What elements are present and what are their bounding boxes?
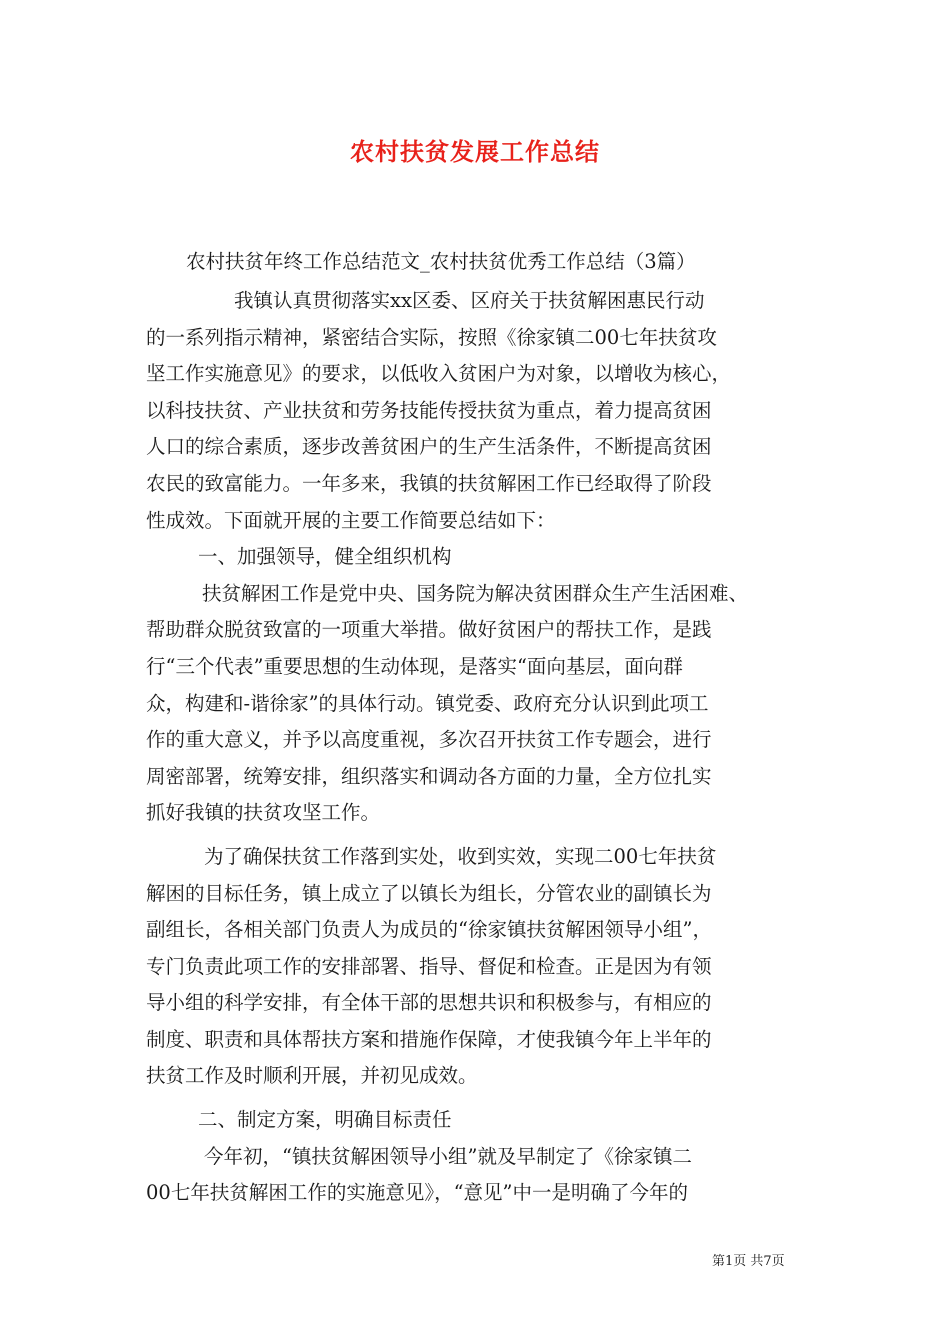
document-body <box>146 283 806 1212</box>
paragraph-line: 农民的致富能力。一年多来，我镇的扶贫解困工作已经取得了阶段 <box>146 471 712 495</box>
paragraph-line: 性成效。下面就开展的主要工作简要总结如下： <box>146 508 556 532</box>
paragraph-line: 坚工作实施意见》的要求，以低收入贫困户为对象，以增收为核心， <box>146 362 732 386</box>
paragraph-line: 扶贫工作及时顺利开展，并初见成效。 <box>146 1064 478 1088</box>
paragraph-line: 众，构建和-谐徐家”的具体行动。镇党委、政府充分认识到此项工 <box>146 691 709 715</box>
paragraph-line: 扶贫解困工作是党中央、国务院为解决贫困群众生产生活困难、 <box>202 581 749 605</box>
paragraph-line: 今年初，“镇扶贫解困领导小组”就及早制定了《徐家镇二 <box>204 1144 692 1168</box>
paragraph-line: 帮助群众脱贫致富的一项重大举措。做好贫困户的帮扶工作，是践 <box>146 618 712 642</box>
paragraph-line: 周密部署，统筹安排，组织落实和调动各方面的力量，全方位扎实 <box>146 764 712 788</box>
paragraph-line: 专门负责此项工作的安排部署、指导、督促和检查。正是因为有领 <box>146 954 712 978</box>
document-subtitle: 农村扶贫年终工作总结范文_农村扶贫优秀工作总结（3篇） <box>186 250 696 273</box>
paragraph-line: 以科技扶贫、产业扶贫和劳务技能传授扶贫为重点，着力提高贫困 <box>146 398 712 422</box>
paragraph-line: 00七年扶贫解困工作的实施意见》，“意见”中一是明确了今年的 <box>146 1181 689 1205</box>
paragraph-line: 我镇认真贯彻落实xx区委、区府关于扶贫解困惠民行动 <box>234 289 705 312</box>
document-title: 农村扶贫发展工作总结 <box>350 137 600 166</box>
paragraph-line: 人口的综合素质，逐步改善贫困户的生产生活条件，不断提高贫困 <box>146 435 712 459</box>
paragraph-line: 制度、职责和具体帮扶方案和措施作保障，才使我镇今年上半年的 <box>146 1027 712 1051</box>
paragraph-line: 行“三个代表”重要思想的生动体现，是落实“面向基层，面向群 <box>146 654 683 678</box>
paragraph-line: 解困的目标任务，镇上成立了以镇长为组长，分管农业的副镇长为 <box>146 881 712 905</box>
page-number: 第1页 共7页 <box>712 1254 785 1269</box>
paragraph-line: 为了确保扶贫工作落到实处，收到实效，实现二00七年扶贫 <box>204 844 717 868</box>
paragraph-line: 抓好我镇的扶贫攻坚工作。 <box>146 801 381 825</box>
section-heading: 二、制定方案，明确目标责任 <box>198 1108 452 1132</box>
paragraph-line: 的一系列指示精神，紧密结合实际，按照《徐家镇二00七年扶贫攻 <box>146 325 717 349</box>
paragraph-line: 作的重大意义，并予以高度重视，多次召开扶贫工作专题会，进行 <box>146 728 712 752</box>
section-heading: 一、加强领导，健全组织机构 <box>198 545 452 569</box>
paragraph-line: 导小组的科学安排，有全体干部的思想共识和积极参与，有相应的 <box>146 991 712 1015</box>
paragraph-line: 副组长，各相关部门负责人为成员的“徐家镇扶贫解困领导小组”， <box>146 918 712 942</box>
